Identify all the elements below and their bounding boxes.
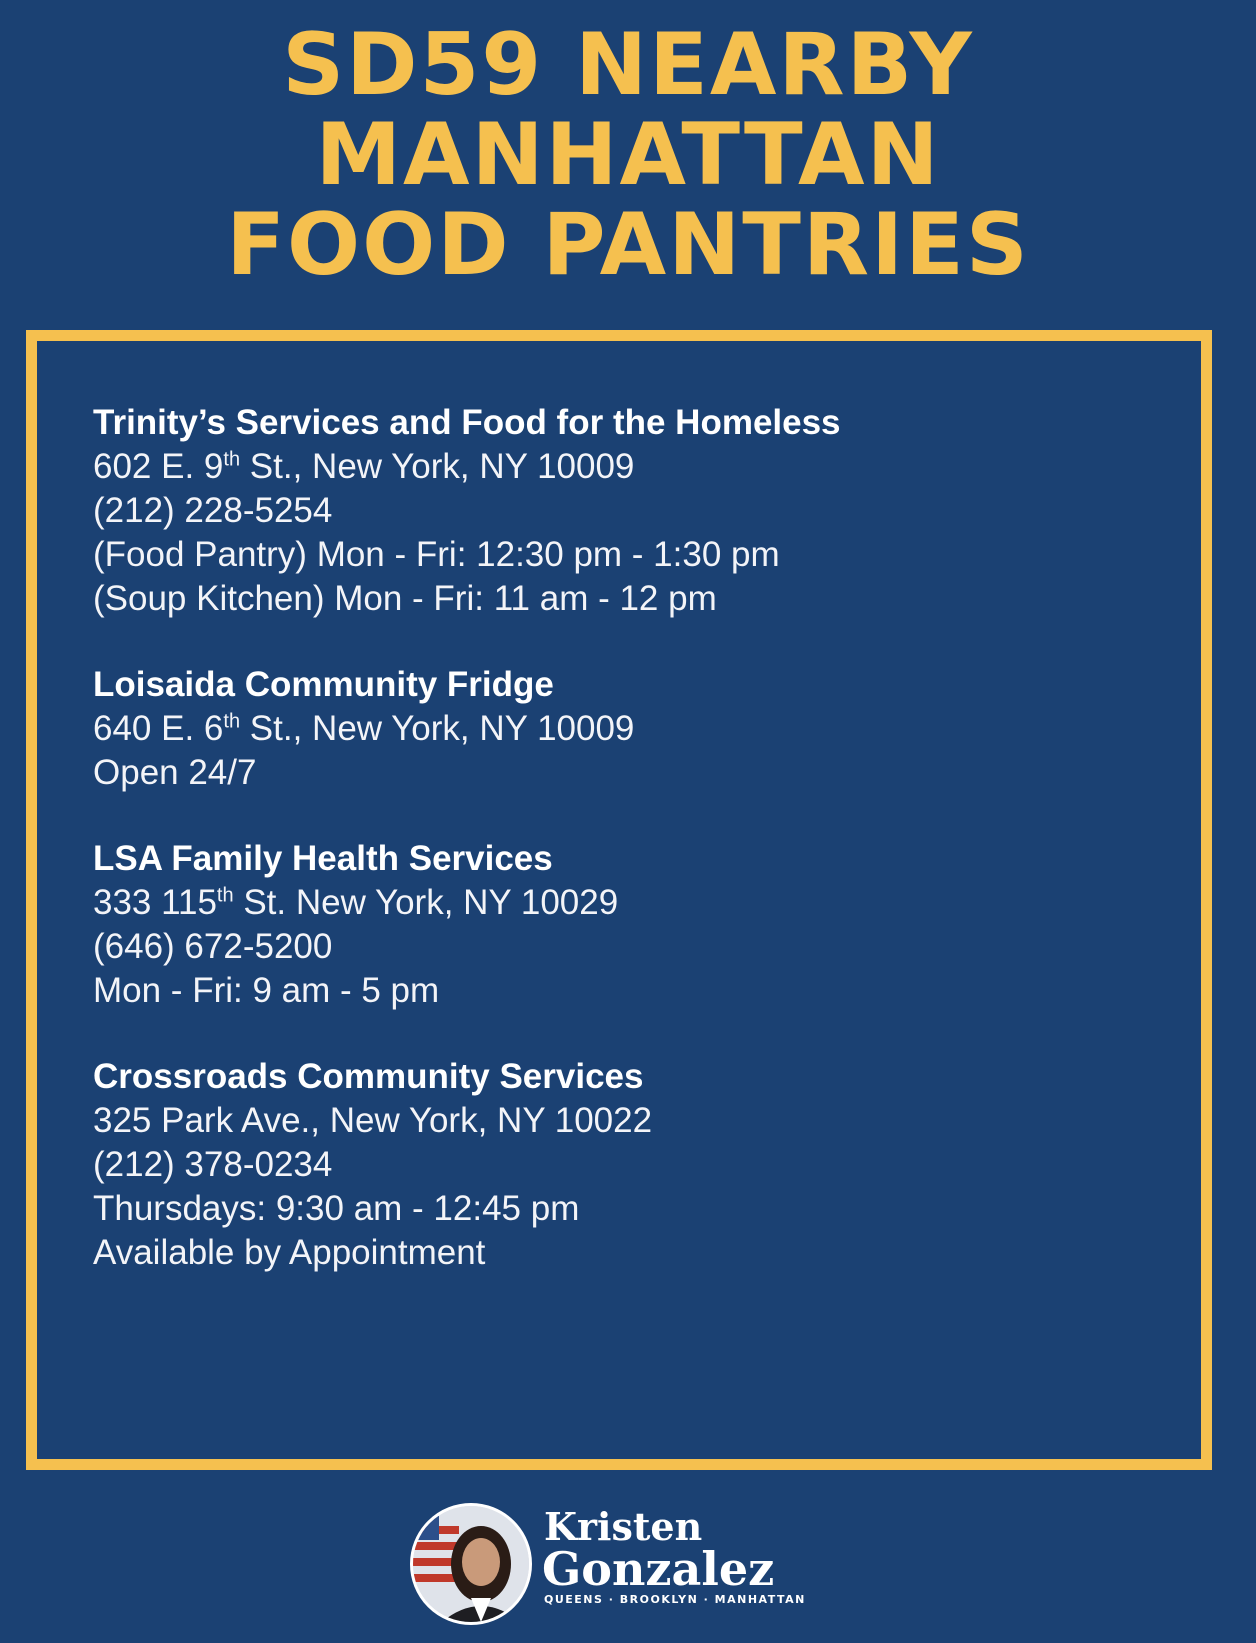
pantry-entry-lsa xyxy=(93,837,841,1013)
pantry-entry-crossroads xyxy=(93,1055,841,1275)
pantry-hours: (Food Pantry) Mon - Fri: 12:30 pm - 1:30 pm xyxy=(93,535,780,574)
pantry-hours: (Soup Kitchen) Mon - Fri: 11 am - 12 pm xyxy=(93,579,717,618)
pantry-phone: (646) 672-5200 xyxy=(93,927,333,966)
title-line-1: SD59 NEARBY xyxy=(282,15,974,115)
pantry-name: LSA Family Health Services xyxy=(93,839,553,878)
pantry-hours: Open 24/7 xyxy=(93,753,257,792)
pantry-address: 640 E. 6th St., New York, NY 10009 xyxy=(93,709,635,748)
sponsor-logo xyxy=(410,1503,830,1629)
pantry-address: 333 115th St. New York, NY 10029 xyxy=(93,883,619,922)
pantry-entry-trinity xyxy=(93,401,841,621)
title-line-2: MANHATTAN xyxy=(315,105,941,205)
pantry-list xyxy=(93,401,841,1317)
pantry-address: 602 E. 9th St., New York, NY 10009 xyxy=(93,447,635,486)
pantry-phone: (212) 228-5254 xyxy=(93,491,333,530)
page-title xyxy=(0,15,1256,295)
pantry-hours: Mon - Fri: 9 am - 5 pm xyxy=(93,971,440,1010)
pantry-note: Available by Appointment xyxy=(93,1233,486,1272)
logo-tagline: QUEENS · BROOKLYN · MANHATTAN xyxy=(544,1593,806,1606)
logo-wordmark xyxy=(538,1504,838,1606)
logo-first-name: Kristen xyxy=(544,1504,703,1549)
pantry-entry-loisaida xyxy=(93,663,841,795)
pantry-phone: (212) 378-0234 xyxy=(93,1145,333,1184)
pantry-name: Trinity’s Services and Food for the Homeless xyxy=(93,403,841,442)
pantry-list-frame xyxy=(26,330,1212,1470)
pantry-name: Crossroads Community Services xyxy=(93,1057,644,1096)
logo-last-name: Gonzalez xyxy=(542,1542,775,1596)
pantry-hours: Thursdays: 9:30 am - 12:45 pm xyxy=(93,1189,580,1228)
title-line-3: FOOD PANTRIES xyxy=(226,195,1030,295)
pantry-name: Loisaida Community Fridge xyxy=(93,665,554,704)
portrait-icon xyxy=(413,1506,532,1625)
avatar xyxy=(410,1503,532,1625)
pantry-address: 325 Park Ave., New York, NY 10022 xyxy=(93,1101,653,1140)
